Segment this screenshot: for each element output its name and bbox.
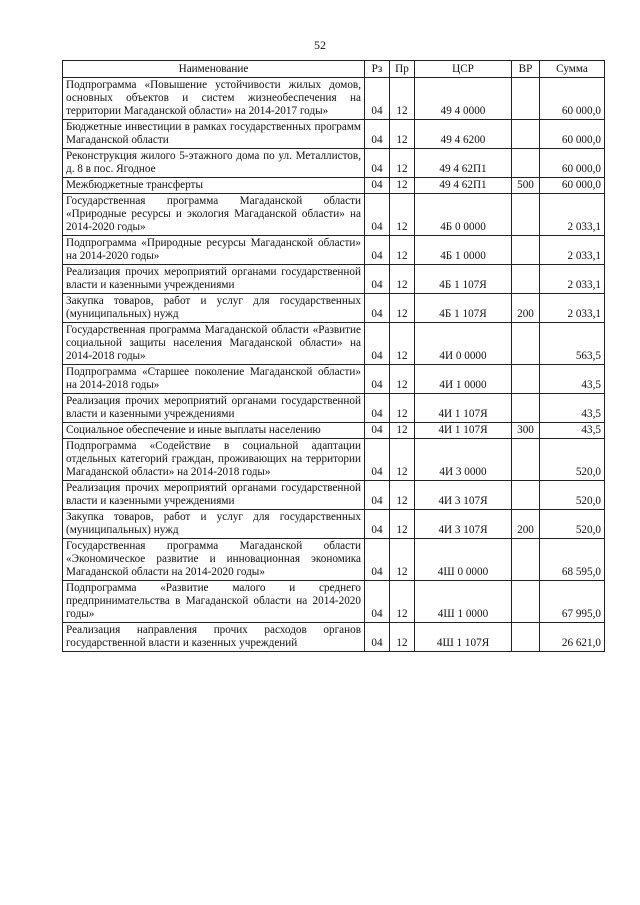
table-row <box>63 178 605 194</box>
table-row <box>63 539 605 581</box>
row-csr-cell: 4Б 1 107Я <box>415 294 512 323</box>
row-sum-cell: 520,0 <box>540 439 605 481</box>
header-csr: ЦСР <box>415 61 512 78</box>
row-csr-cell: 4Ш 1 0000 <box>415 581 512 623</box>
row-name-cell: Межбюджетные трансферты <box>63 178 365 194</box>
row-sum-cell: 2 033,1 <box>540 236 605 265</box>
row-name-cell: Реализация направления прочих расходов органов государственной власти и казенных учреждений <box>63 623 365 652</box>
row-vr-cell: 200 <box>512 294 540 323</box>
row-csr-cell: 4И 3 0000 <box>415 439 512 481</box>
header-name: Наименование <box>63 61 365 78</box>
row-csr-cell: 49 4 0000 <box>415 78 512 120</box>
row-csr-cell: 49 4 6200 <box>415 120 512 149</box>
row-pr-cell: 12 <box>390 439 415 481</box>
row-vr-cell <box>512 481 540 510</box>
row-vr-cell <box>512 439 540 481</box>
row-sum-cell: 520,0 <box>540 510 605 539</box>
row-csr-cell: 4И 1 0000 <box>415 365 512 394</box>
row-vr-cell <box>512 581 540 623</box>
row-name-cell: Закупка товаров, работ и услуг для государственных (муниципальных) нужд <box>63 510 365 539</box>
row-name-cell: Закупка товаров, работ и услуг для государственных (муниципальных) нужд <box>63 294 365 323</box>
row-sum-cell: 26 621,0 <box>540 623 605 652</box>
row-csr-cell: 4И 3 107Я <box>415 481 512 510</box>
table-row <box>63 323 605 365</box>
row-vr-cell: 200 <box>512 510 540 539</box>
row-name-cell: Государственная программа Магаданской области «Природные ресурсы и экология Магаданской области» на 2014-2020 годы» <box>63 194 365 236</box>
table-row <box>63 120 605 149</box>
row-vr-cell <box>512 394 540 423</box>
row-pr-cell: 12 <box>390 323 415 365</box>
row-pr-cell: 12 <box>390 78 415 120</box>
row-rz-cell: 04 <box>365 481 390 510</box>
row-sum-cell: 68 595,0 <box>540 539 605 581</box>
row-vr-cell: 500 <box>512 178 540 194</box>
row-sum-cell: 60 000,0 <box>540 120 605 149</box>
table-row <box>63 78 605 120</box>
table-row <box>63 394 605 423</box>
row-csr-cell: 4И 1 107Я <box>415 394 512 423</box>
row-name-cell: Реализация прочих мероприятий органами государственной власти и казенными учреждениями <box>63 265 365 294</box>
row-pr-cell: 12 <box>390 194 415 236</box>
row-vr-cell <box>512 365 540 394</box>
row-vr-cell <box>512 323 540 365</box>
table-row <box>63 439 605 481</box>
row-name-cell: Бюджетные инвестиции в рамках государственных программ Магаданской области <box>63 120 365 149</box>
row-vr-cell <box>512 149 540 178</box>
row-name-cell: Подпрограмма «Природные ресурсы Магаданской области» на 2014-2020 годы» <box>63 236 365 265</box>
row-sum-cell: 2 033,1 <box>540 265 605 294</box>
table-row <box>63 265 605 294</box>
row-csr-cell: 4И 0 0000 <box>415 323 512 365</box>
row-rz-cell: 04 <box>365 323 390 365</box>
table-row <box>63 481 605 510</box>
row-rz-cell: 04 <box>365 365 390 394</box>
row-vr-cell <box>512 120 540 149</box>
row-rz-cell: 04 <box>365 149 390 178</box>
row-csr-cell: 4Б 0 0000 <box>415 194 512 236</box>
row-pr-cell: 12 <box>390 481 415 510</box>
table-row <box>63 423 605 439</box>
header-vr: ВР <box>512 61 540 78</box>
row-name-cell: Государственная программа Магаданской области «Экономическое развитие и инновационная экономика Магаданской области на 2014-2020 годы» <box>63 539 365 581</box>
row-csr-cell: 4Ш 0 0000 <box>415 539 512 581</box>
row-pr-cell: 12 <box>390 236 415 265</box>
row-sum-cell: 67 995,0 <box>540 581 605 623</box>
table-row <box>63 365 605 394</box>
table-row <box>63 294 605 323</box>
row-sum-cell: 43,5 <box>540 423 605 439</box>
row-name-cell: Подпрограмма «Развитие малого и среднего предпринимательства в Магаданской области на 2014-2020 годы» <box>63 581 365 623</box>
row-name-cell: Реализация прочих мероприятий органами государственной власти и казенными учреждениями <box>63 394 365 423</box>
row-rz-cell: 04 <box>365 423 390 439</box>
row-vr-cell <box>512 78 540 120</box>
row-name-cell: Подпрограмма «Повышение устойчивости жилых домов, основных объектов и систем жизнеобеспечения на территории Магаданской области» на 2014-2017 годы» <box>63 78 365 120</box>
row-name-cell: Подпрограмма «Содействие в социальной адаптации отдельных категорий граждан, проживающих на территории Магаданской области» на 2014-2018 годы» <box>63 439 365 481</box>
row-pr-cell: 12 <box>390 265 415 294</box>
row-rz-cell: 04 <box>365 623 390 652</box>
table-row <box>63 581 605 623</box>
row-csr-cell: 49 4 62П1 <box>415 178 512 194</box>
row-vr-cell <box>512 623 540 652</box>
row-name-cell: Реализация прочих мероприятий органами государственной власти и казенными учреждениями <box>63 481 365 510</box>
table-row <box>63 149 605 178</box>
header-row <box>63 61 605 78</box>
row-pr-cell: 12 <box>390 149 415 178</box>
row-vr-cell <box>512 539 540 581</box>
row-rz-cell: 04 <box>365 294 390 323</box>
row-rz-cell: 04 <box>365 120 390 149</box>
row-pr-cell: 12 <box>390 510 415 539</box>
row-name-cell: Подпрограмма «Старшее поколение Магаданской области» на 2014-2018 годы» <box>63 365 365 394</box>
row-rz-cell: 04 <box>365 236 390 265</box>
row-pr-cell: 12 <box>390 623 415 652</box>
table-row <box>63 623 605 652</box>
row-csr-cell: 4И 3 107Я <box>415 510 512 539</box>
table-row <box>63 510 605 539</box>
row-name-cell: Реконструкция жилого 5-этажного дома по ул. Металлистов, д. 8 в пос. Ягодное <box>63 149 365 178</box>
page-number: 52 <box>314 38 326 52</box>
row-rz-cell: 04 <box>365 78 390 120</box>
row-pr-cell: 12 <box>390 120 415 149</box>
row-pr-cell: 12 <box>390 423 415 439</box>
row-rz-cell: 04 <box>365 439 390 481</box>
row-sum-cell: 60 000,0 <box>540 78 605 120</box>
row-pr-cell: 12 <box>390 178 415 194</box>
row-csr-cell: 4И 1 107Я <box>415 423 512 439</box>
row-csr-cell: 49 4 62П1 <box>415 149 512 178</box>
row-pr-cell: 12 <box>390 365 415 394</box>
row-pr-cell: 12 <box>390 294 415 323</box>
budget-table <box>62 60 605 652</box>
row-rz-cell: 04 <box>365 394 390 423</box>
row-sum-cell: 563,5 <box>540 323 605 365</box>
row-sum-cell: 60 000,0 <box>540 149 605 178</box>
row-pr-cell: 12 <box>390 581 415 623</box>
row-sum-cell: 2 033,1 <box>540 194 605 236</box>
row-csr-cell: 4Б 1 0000 <box>415 236 512 265</box>
row-csr-cell: 4Б 1 107Я <box>415 265 512 294</box>
table-row <box>63 236 605 265</box>
row-name-cell: Социальное обеспечение и иные выплаты населению <box>63 423 365 439</box>
row-vr-cell: 300 <box>512 423 540 439</box>
row-rz-cell: 04 <box>365 178 390 194</box>
row-sum-cell: 2 033,1 <box>540 294 605 323</box>
row-csr-cell: 4Ш 1 107Я <box>415 623 512 652</box>
row-sum-cell: 43,5 <box>540 394 605 423</box>
table-row <box>63 194 605 236</box>
row-rz-cell: 04 <box>365 194 390 236</box>
row-vr-cell <box>512 194 540 236</box>
header-sum: Сумма <box>540 61 605 78</box>
row-name-cell: Государственная программа Магаданской области «Развитие социальной защиты населения Магаданской области» на 2014-2018 годы» <box>63 323 365 365</box>
row-sum-cell: 60 000,0 <box>540 178 605 194</box>
row-rz-cell: 04 <box>365 539 390 581</box>
row-pr-cell: 12 <box>390 394 415 423</box>
row-rz-cell: 04 <box>365 510 390 539</box>
row-vr-cell <box>512 265 540 294</box>
row-rz-cell: 04 <box>365 265 390 294</box>
header-rz: Рз <box>365 61 390 78</box>
header-pr: Пр <box>390 61 415 78</box>
row-pr-cell: 12 <box>390 539 415 581</box>
row-rz-cell: 04 <box>365 581 390 623</box>
row-sum-cell: 43,5 <box>540 365 605 394</box>
row-sum-cell: 520,0 <box>540 481 605 510</box>
row-vr-cell <box>512 236 540 265</box>
